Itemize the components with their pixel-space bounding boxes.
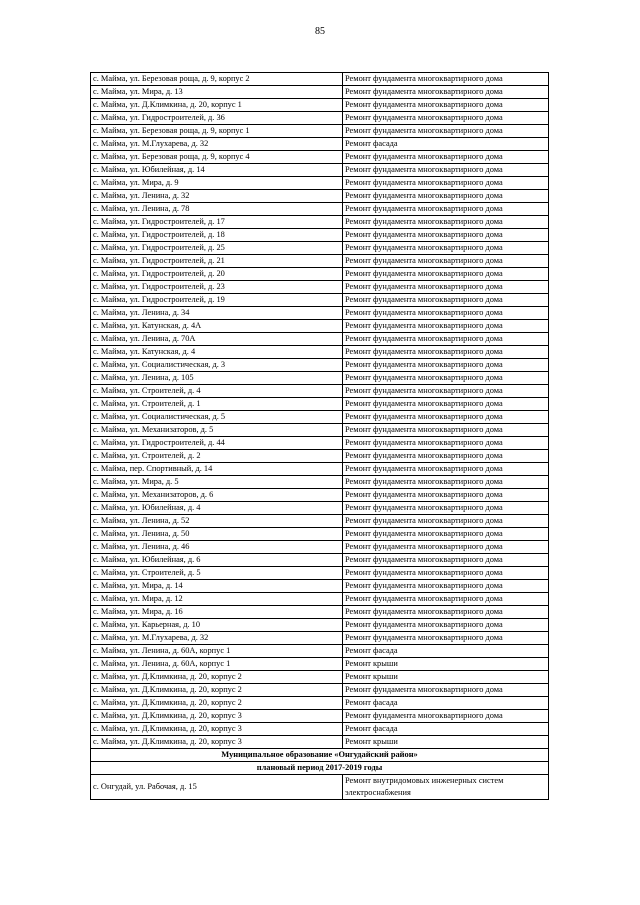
work-cell: Ремонт фундамента многоквартирного дома: [343, 359, 549, 372]
table-row: [91, 476, 549, 489]
section-block: [91, 749, 549, 800]
address-cell: с. Майма, ул. Гидростроителей, д. 25: [91, 242, 343, 255]
work-cell: Ремонт фундамента многоквартирного дома: [343, 489, 549, 502]
work-cell: Ремонт фундамента многоквартирного дома: [343, 398, 549, 411]
address-cell: с. Майма, ул. М.Глухарева, д. 32: [91, 632, 343, 645]
address-cell: с. Майма, ул. Социалистическая, д. 5: [91, 411, 343, 424]
address-cell: с. Майма, ул. Ленина, д. 60А, корпус 1: [91, 645, 343, 658]
address-cell: с. Майма, ул. Д.Климкина, д. 20, корпус 2: [91, 671, 343, 684]
address-cell: с. Майма, ул. Д.Климкина, д. 20, корпус 3: [91, 710, 343, 723]
table-row: [91, 619, 549, 632]
table-row: [91, 775, 549, 800]
address-cell: с. Майма, пер. Спортивный, д. 14: [91, 463, 343, 476]
table-row: [91, 645, 549, 658]
address-cell: с. Майма, ул. Гидростроителей, д. 19: [91, 294, 343, 307]
table-row: [91, 268, 549, 281]
work-cell: Ремонт фундамента многоквартирного дома: [343, 515, 549, 528]
table-row: [91, 697, 549, 710]
table-row: [91, 294, 549, 307]
work-cell: Ремонт фундамента многоквартирного дома: [343, 281, 549, 294]
work-cell: Ремонт фундамента многоквартирного дома: [343, 216, 549, 229]
work-cell: Ремонт крыши: [343, 671, 549, 684]
table-row: [91, 307, 549, 320]
address-cell: с. Майма, ул. Гидростроителей, д. 20: [91, 268, 343, 281]
table-row: [91, 658, 549, 671]
table-row: [91, 463, 549, 476]
work-cell: Ремонт фундамента многоквартирного дома: [343, 606, 549, 619]
address-cell: с. Майма, ул. Д.Климкина, д. 20, корпус 3: [91, 723, 343, 736]
work-cell: Ремонт фундамента многоквартирного дома: [343, 437, 549, 450]
table-row: [91, 684, 549, 697]
work-cell: Ремонт фундамента многоквартирного дома: [343, 151, 549, 164]
work-cell: Ремонт фундамента многоквартирного дома: [343, 333, 549, 346]
table-row: [91, 190, 549, 203]
work-cell: Ремонт фасада: [343, 138, 549, 151]
address-cell: с. Майма, ул. Д.Климкина, д. 20, корпус 3: [91, 736, 343, 749]
address-cell: с. Майма, ул. Ленина, д. 50: [91, 528, 343, 541]
table-row: [91, 73, 549, 86]
section-title-row: [91, 749, 549, 762]
work-cell: Ремонт фундамента многоквартирного дома: [343, 346, 549, 359]
work-cell: Ремонт фундамента многоквартирного дома: [343, 255, 549, 268]
work-cell: Ремонт фундамента многоквартирного дома: [343, 710, 549, 723]
address-cell: с. Майма, ул. Строителей, д. 5: [91, 567, 343, 580]
table-row: [91, 86, 549, 99]
work-cell: Ремонт фундамента многоквартирного дома: [343, 411, 549, 424]
work-cell: Ремонт фундамента многоквартирного дома: [343, 567, 549, 580]
address-cell: с. Майма, ул. М.Глухарева, д. 32: [91, 138, 343, 151]
address-cell: с. Майма, ул. Гидростроителей, д. 21: [91, 255, 343, 268]
table-row: [91, 138, 549, 151]
table-row: [91, 177, 549, 190]
table-row: [91, 398, 549, 411]
work-cell: Ремонт крыши: [343, 658, 549, 671]
work-cell: Ремонт фундамента многоквартирного дома: [343, 229, 549, 242]
work-cell: Ремонт фасада: [343, 697, 549, 710]
repair-schedule-table: [90, 72, 549, 800]
table-row: [91, 710, 549, 723]
work-cell: Ремонт фундамента многоквартирного дома: [343, 385, 549, 398]
address-cell: с. Майма, ул. Д.Климкина, д. 20, корпус 1: [91, 99, 343, 112]
table-row: [91, 385, 549, 398]
address-cell: с. Майма, ул. Ленина, д. 32: [91, 190, 343, 203]
table-row: [91, 541, 549, 554]
table-row: [91, 606, 549, 619]
work-cell: Ремонт фундамента многоквартирного дома: [343, 502, 549, 515]
work-cell: Ремонт фундамента многоквартирного дома: [343, 86, 549, 99]
table-row: [91, 450, 549, 463]
table-row: [91, 372, 549, 385]
address-cell: с. Майма, ул. Карьерная, д. 10: [91, 619, 343, 632]
work-cell: Ремонт фундамента многоквартирного дома: [343, 372, 549, 385]
work-cell: Ремонт фундамента многоквартирного дома: [343, 320, 549, 333]
work-cell: Ремонт фундамента многоквартирного дома: [343, 424, 549, 437]
work-cell: Ремонт фундамента многоквартирного дома: [343, 177, 549, 190]
work-cell: Ремонт фундамента многоквартирного дома: [343, 73, 549, 86]
address-cell: с. Майма, ул. Мира, д. 13: [91, 86, 343, 99]
table-row: [91, 359, 549, 372]
address-cell: с. Майма, ул. Ленина, д. 70А: [91, 333, 343, 346]
work-cell: Ремонт фундамента многоквартирного дома: [343, 242, 549, 255]
address-cell: с. Майма, ул. Березовая роща, д. 9, корпус 2: [91, 73, 343, 86]
table-row: [91, 671, 549, 684]
table-row: [91, 203, 549, 216]
address-cell: с. Майма, ул. Строителей, д. 4: [91, 385, 343, 398]
address-cell: с. Майма, ул. Строителей, д. 2: [91, 450, 343, 463]
address-cell: с. Майма, ул. Юбилейная, д. 6: [91, 554, 343, 567]
work-cell: Ремонт фундамента многоквартирного дома: [343, 463, 549, 476]
address-cell: с. Майма, ул. Гидростроителей, д. 36: [91, 112, 343, 125]
address-cell: с. Майма, ул. Ленина, д. 34: [91, 307, 343, 320]
table-row: [91, 112, 549, 125]
work-cell: Ремонт фундамента многоквартирного дома: [343, 684, 549, 697]
table-row: [91, 567, 549, 580]
work-cell: Ремонт фасада: [343, 645, 549, 658]
table-row: [91, 723, 549, 736]
address-cell: с. Майма, ул. Гидростроителей, д. 23: [91, 281, 343, 294]
table-row: [91, 164, 549, 177]
address-cell: с. Майма, ул. Юбилейная, д. 14: [91, 164, 343, 177]
section-period-row: [91, 762, 549, 775]
table-row: [91, 437, 549, 450]
address-cell: с. Майма, ул. Березовая роща, д. 9, корпус 1: [91, 125, 343, 138]
table-row: [91, 281, 549, 294]
table-row: [91, 216, 549, 229]
table-row: [91, 346, 549, 359]
address-cell: с. Майма, ул. Механизаторов, д. 5: [91, 424, 343, 437]
address-cell: с. Майма, ул. Ленина, д. 60А, корпус 1: [91, 658, 343, 671]
work-cell: Ремонт фундамента многоквартирного дома: [343, 580, 549, 593]
work-cell: Ремонт фундамента многоквартирного дома: [343, 112, 549, 125]
work-cell: Ремонт фасада: [343, 723, 549, 736]
table-row: [91, 502, 549, 515]
address-cell: с. Майма, ул. Механизаторов, д. 6: [91, 489, 343, 502]
table-row: [91, 554, 549, 567]
work-cell: Ремонт фундамента многоквартирного дома: [343, 554, 549, 567]
address-cell: с. Майма, ул. Ленина, д. 46: [91, 541, 343, 554]
table-row: [91, 424, 549, 437]
table-body: [91, 73, 549, 749]
table-row: [91, 125, 549, 138]
table-row: [91, 632, 549, 645]
address-cell: с. Майма, ул. Мира, д. 9: [91, 177, 343, 190]
address-cell: с. Майма, ул. Ленина, д. 105: [91, 372, 343, 385]
table-row: [91, 320, 549, 333]
address-cell: с. Майма, ул. Катунская, д. 4: [91, 346, 343, 359]
address-cell: с. Майма, ул. Мира, д. 5: [91, 476, 343, 489]
address-cell: с. Майма, ул. Катунская, д. 4А: [91, 320, 343, 333]
work-cell: Ремонт фундамента многоквартирного дома: [343, 593, 549, 606]
table-row: [91, 580, 549, 593]
section-title: Муниципальное образование «Онгудайский район»: [91, 749, 549, 762]
address-cell: с. Майма, ул. Ленина, д. 78: [91, 203, 343, 216]
address-cell: с. Майма, ул. Д.Климкина, д. 20, корпус 2: [91, 684, 343, 697]
address-cell: с. Майма, ул. Гидростроителей, д. 44: [91, 437, 343, 450]
table-row: [91, 489, 549, 502]
work-cell: Ремонт фундамента многоквартирного дома: [343, 268, 549, 281]
work-cell: Ремонт фундамента многоквартирного дома: [343, 528, 549, 541]
table-row: [91, 242, 549, 255]
work-cell: Ремонт фундамента многоквартирного дома: [343, 203, 549, 216]
table-row: [91, 333, 549, 346]
table-row: [91, 229, 549, 242]
table-row: [91, 151, 549, 164]
work-cell: Ремонт фундамента многоквартирного дома: [343, 450, 549, 463]
address-cell: с. Майма, ул. Березовая роща, д. 9, корпус 4: [91, 151, 343, 164]
work-cell: Ремонт фундамента многоквартирного дома: [343, 164, 549, 177]
work-cell: Ремонт фундамента многоквартирного дома: [343, 190, 549, 203]
table-row: [91, 515, 549, 528]
work-cell: Ремонт фундамента многоквартирного дома: [343, 125, 549, 138]
address-cell: с. Майма, ул. Ленина, д. 52: [91, 515, 343, 528]
table-row: [91, 99, 549, 112]
table-row: [91, 528, 549, 541]
address-cell: с. Майма, ул. Социалистическая, д. 3: [91, 359, 343, 372]
work-cell: Ремонт фундамента многоквартирного дома: [343, 541, 549, 554]
address-cell: с. Майма, ул. Строителей, д. 1: [91, 398, 343, 411]
section-period: плановый период 2017-2019 годы: [91, 762, 549, 775]
address-cell: с. Онгудай, ул. Рабочая, д. 15: [91, 775, 343, 800]
address-cell: с. Майма, ул. Мира, д. 16: [91, 606, 343, 619]
work-cell: Ремонт фундамента многоквартирного дома: [343, 294, 549, 307]
work-cell: Ремонт фундамента многоквартирного дома: [343, 476, 549, 489]
address-cell: с. Майма, ул. Гидростроителей, д. 17: [91, 216, 343, 229]
work-cell: Ремонт внутридомовых инженерных систем электроснабжения: [343, 775, 549, 800]
address-cell: с. Майма, ул. Мира, д. 12: [91, 593, 343, 606]
work-cell: Ремонт фундамента многоквартирного дома: [343, 619, 549, 632]
table-row: [91, 411, 549, 424]
work-cell: Ремонт крыши: [343, 736, 549, 749]
table-row: [91, 255, 549, 268]
table-row: [91, 736, 549, 749]
address-cell: с. Майма, ул. Мира, д. 14: [91, 580, 343, 593]
work-cell: Ремонт фундамента многоквартирного дома: [343, 99, 549, 112]
address-cell: с. Майма, ул. Юбилейная, д. 4: [91, 502, 343, 515]
address-cell: с. Майма, ул. Гидростроителей, д. 18: [91, 229, 343, 242]
work-cell: Ремонт фундамента многоквартирного дома: [343, 307, 549, 320]
address-cell: с. Майма, ул. Д.Климкина, д. 20, корпус 2: [91, 697, 343, 710]
work-cell: Ремонт фундамента многоквартирного дома: [343, 632, 549, 645]
table-row: [91, 593, 549, 606]
page-number: 85: [315, 26, 325, 37]
